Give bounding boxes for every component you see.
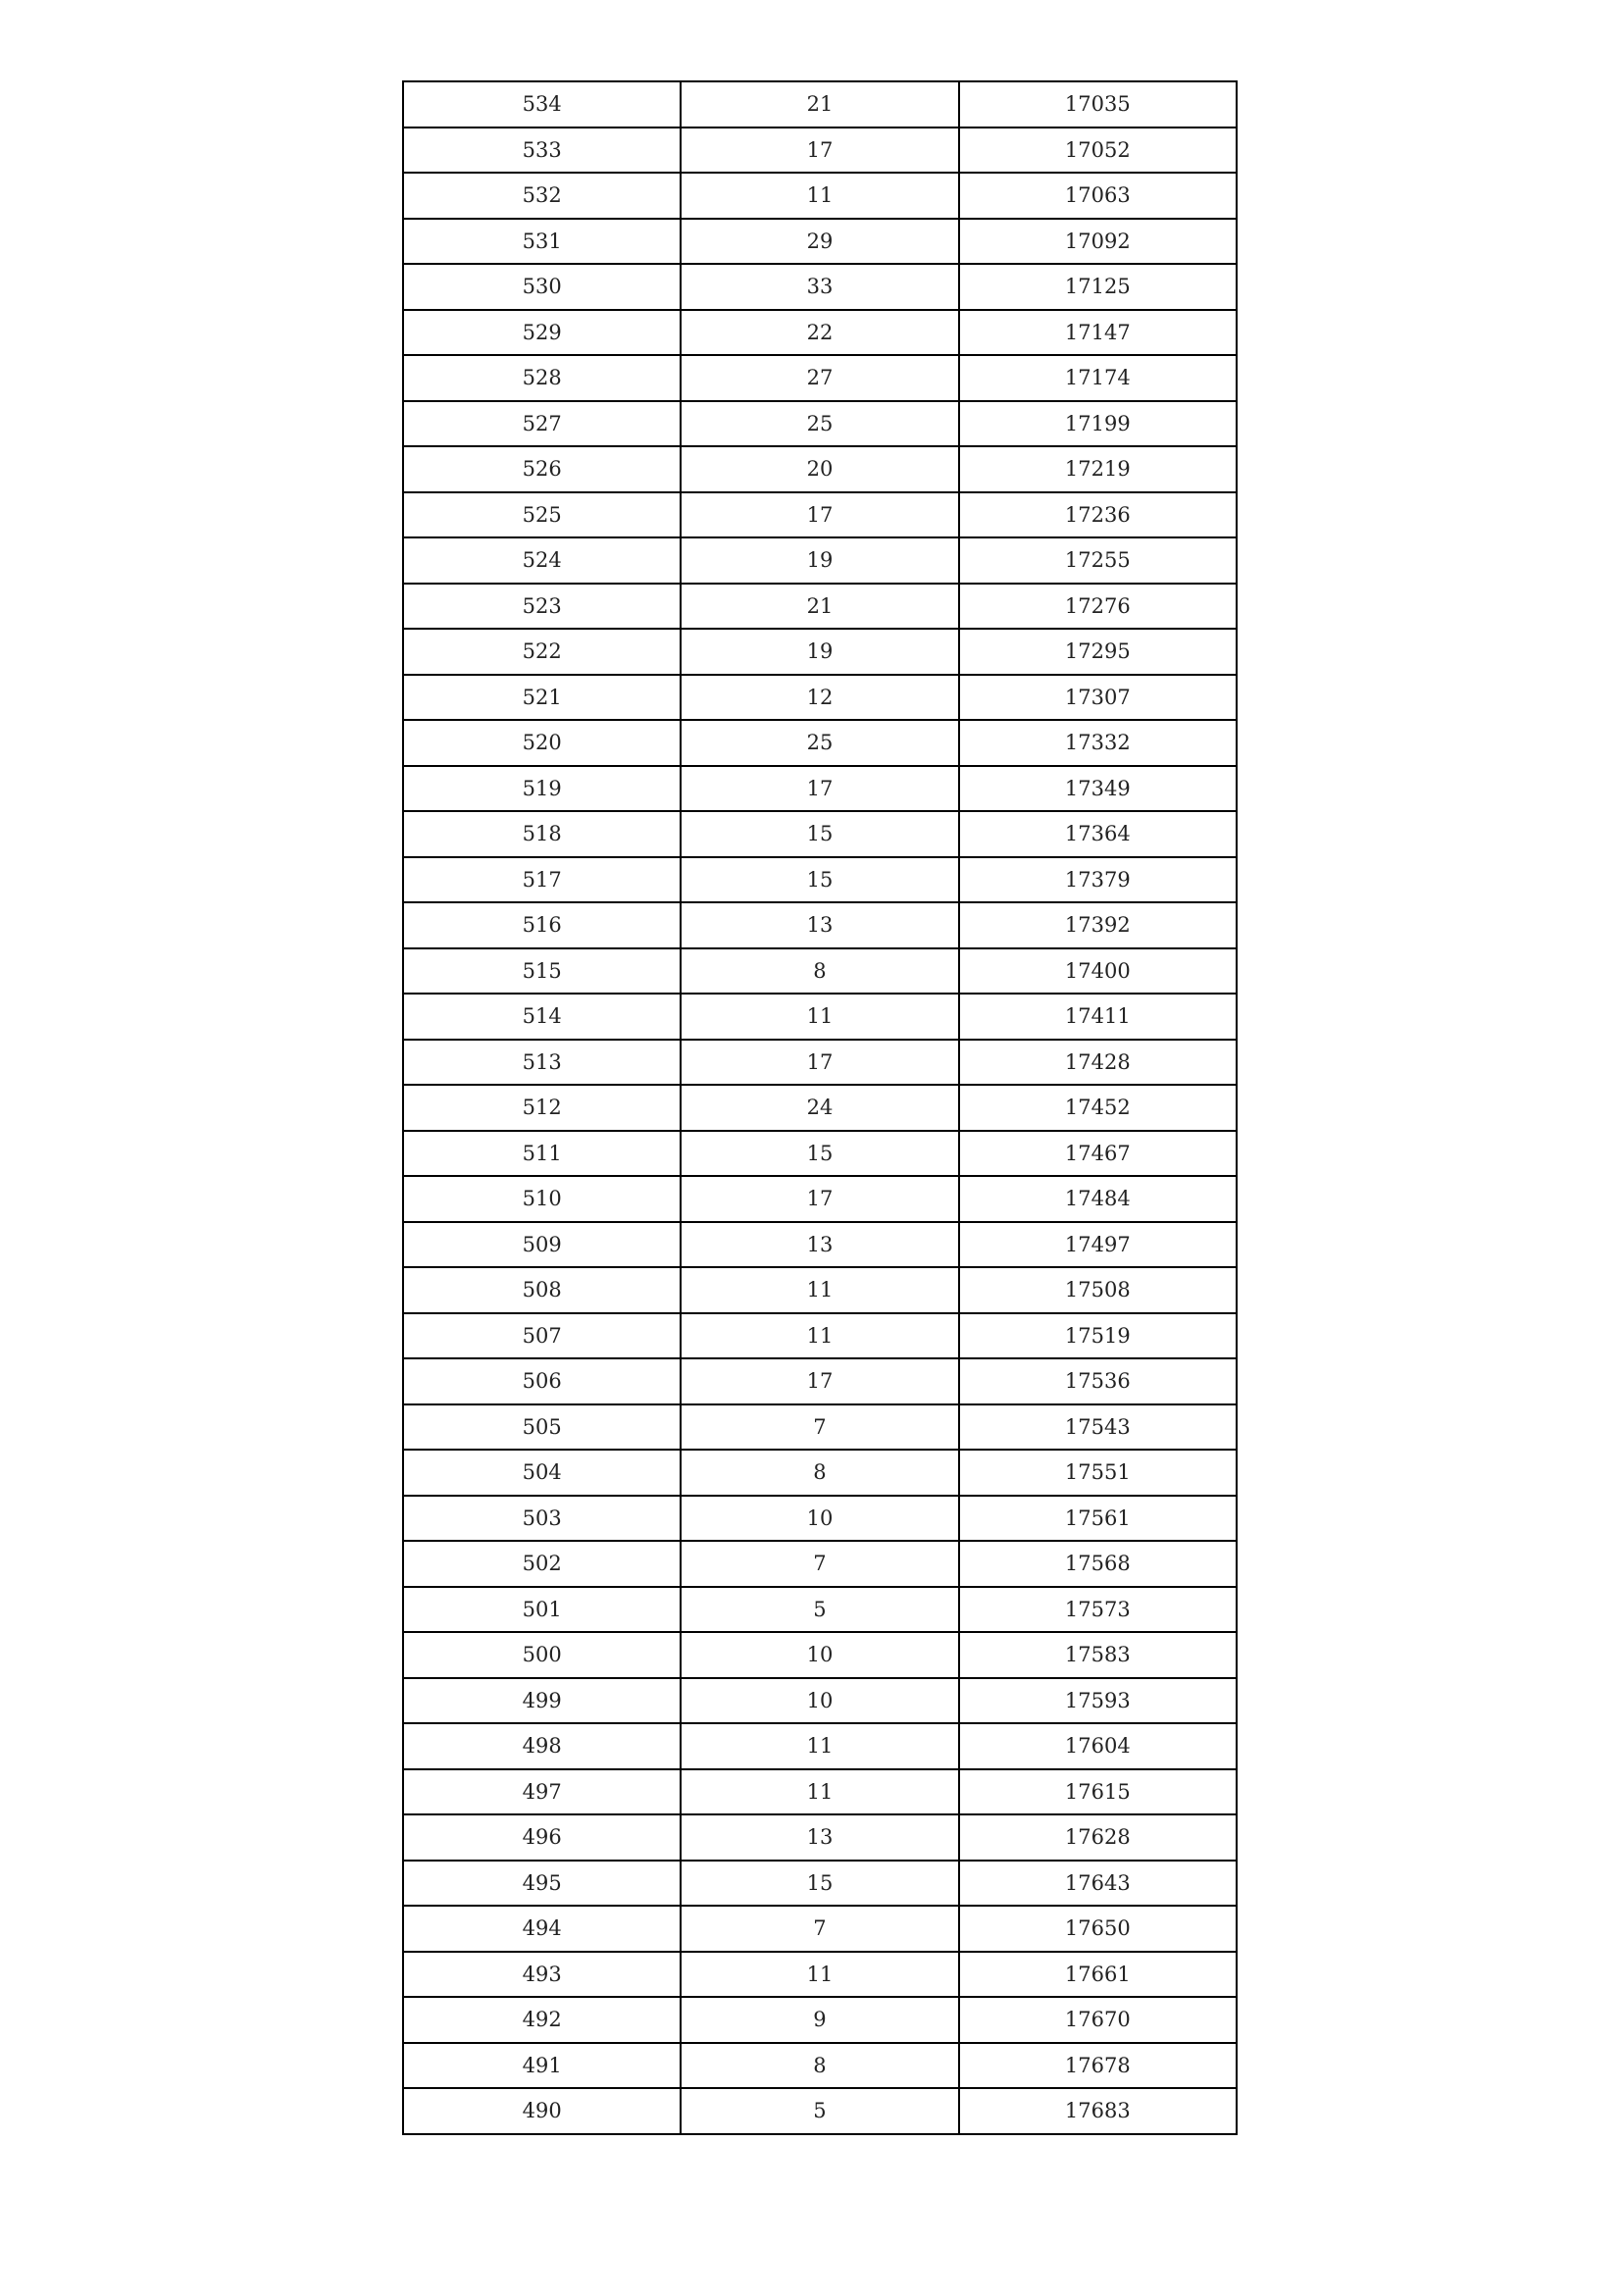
cumulative-cell: 17670 bbox=[959, 1997, 1237, 2043]
score-cell: 498 bbox=[403, 1723, 681, 1769]
count-cell: 9 bbox=[681, 1997, 958, 2043]
table-row bbox=[403, 1769, 1237, 1815]
table-row bbox=[403, 811, 1237, 857]
count-cell: 13 bbox=[681, 1222, 958, 1268]
cumulative-cell: 17125 bbox=[959, 264, 1237, 310]
count-cell: 15 bbox=[681, 857, 958, 903]
table-row bbox=[403, 1358, 1237, 1404]
count-cell: 22 bbox=[681, 310, 958, 356]
score-cell: 516 bbox=[403, 902, 681, 948]
table-row bbox=[403, 1131, 1237, 1177]
score-cell: 512 bbox=[403, 1085, 681, 1131]
table-row bbox=[403, 1723, 1237, 1769]
cumulative-cell: 17615 bbox=[959, 1769, 1237, 1815]
cumulative-cell: 17428 bbox=[959, 1040, 1237, 1086]
cumulative-cell: 17573 bbox=[959, 1587, 1237, 1633]
score-table-body bbox=[403, 81, 1237, 2134]
count-cell: 7 bbox=[681, 1404, 958, 1451]
score-cell: 496 bbox=[403, 1814, 681, 1861]
score-cell: 494 bbox=[403, 1906, 681, 1952]
score-cell: 509 bbox=[403, 1222, 681, 1268]
cumulative-cell: 17174 bbox=[959, 355, 1237, 401]
count-cell: 15 bbox=[681, 811, 958, 857]
score-cell: 519 bbox=[403, 766, 681, 812]
cumulative-cell: 17411 bbox=[959, 994, 1237, 1040]
score-cell: 526 bbox=[403, 446, 681, 492]
table-row bbox=[403, 1313, 1237, 1359]
count-cell: 20 bbox=[681, 446, 958, 492]
cumulative-cell: 17255 bbox=[959, 537, 1237, 584]
table-row bbox=[403, 2043, 1237, 2089]
score-cell: 511 bbox=[403, 1131, 681, 1177]
table-row bbox=[403, 173, 1237, 219]
cumulative-cell: 17276 bbox=[959, 584, 1237, 630]
cumulative-cell: 17604 bbox=[959, 1723, 1237, 1769]
count-cell: 10 bbox=[681, 1678, 958, 1724]
cumulative-cell: 17219 bbox=[959, 446, 1237, 492]
count-cell: 13 bbox=[681, 1814, 958, 1861]
table-row bbox=[403, 1814, 1237, 1861]
score-cell: 501 bbox=[403, 1587, 681, 1633]
score-cell: 517 bbox=[403, 857, 681, 903]
cumulative-cell: 17561 bbox=[959, 1496, 1237, 1542]
cumulative-cell: 17052 bbox=[959, 128, 1237, 174]
cumulative-cell: 17661 bbox=[959, 1952, 1237, 1998]
score-cell: 491 bbox=[403, 2043, 681, 2089]
score-cell: 500 bbox=[403, 1632, 681, 1678]
count-cell: 17 bbox=[681, 492, 958, 538]
table-row bbox=[403, 1450, 1237, 1496]
count-cell: 5 bbox=[681, 1587, 958, 1633]
table-row bbox=[403, 629, 1237, 675]
cumulative-cell: 17683 bbox=[959, 2088, 1237, 2134]
table-row bbox=[403, 720, 1237, 766]
cumulative-cell: 17035 bbox=[959, 81, 1237, 128]
cumulative-cell: 17379 bbox=[959, 857, 1237, 903]
cumulative-cell: 17400 bbox=[959, 948, 1237, 995]
count-cell: 21 bbox=[681, 81, 958, 128]
score-table bbox=[402, 80, 1238, 2135]
table-row bbox=[403, 355, 1237, 401]
cumulative-cell: 17349 bbox=[959, 766, 1237, 812]
score-cell: 503 bbox=[403, 1496, 681, 1542]
score-cell: 492 bbox=[403, 1997, 681, 2043]
count-cell: 25 bbox=[681, 720, 958, 766]
count-cell: 17 bbox=[681, 1358, 958, 1404]
score-cell: 513 bbox=[403, 1040, 681, 1086]
table-row bbox=[403, 1632, 1237, 1678]
cumulative-cell: 17650 bbox=[959, 1906, 1237, 1952]
count-cell: 8 bbox=[681, 948, 958, 995]
count-cell: 17 bbox=[681, 1040, 958, 1086]
score-cell: 505 bbox=[403, 1404, 681, 1451]
cumulative-cell: 17392 bbox=[959, 902, 1237, 948]
table-row bbox=[403, 1085, 1237, 1131]
cumulative-cell: 17678 bbox=[959, 2043, 1237, 2089]
table-row bbox=[403, 128, 1237, 174]
table-row bbox=[403, 1222, 1237, 1268]
table-row bbox=[403, 1952, 1237, 1998]
score-cell: 514 bbox=[403, 994, 681, 1040]
count-cell: 25 bbox=[681, 401, 958, 447]
cumulative-cell: 17484 bbox=[959, 1176, 1237, 1222]
count-cell: 19 bbox=[681, 537, 958, 584]
count-cell: 19 bbox=[681, 629, 958, 675]
score-cell: 508 bbox=[403, 1267, 681, 1313]
count-cell: 15 bbox=[681, 1131, 958, 1177]
score-cell: 515 bbox=[403, 948, 681, 995]
count-cell: 33 bbox=[681, 264, 958, 310]
count-cell: 11 bbox=[681, 1267, 958, 1313]
count-cell: 11 bbox=[681, 1313, 958, 1359]
score-cell: 495 bbox=[403, 1861, 681, 1907]
score-cell: 522 bbox=[403, 629, 681, 675]
table-row bbox=[403, 537, 1237, 584]
cumulative-cell: 17508 bbox=[959, 1267, 1237, 1313]
table-row bbox=[403, 2088, 1237, 2134]
count-cell: 7 bbox=[681, 1906, 958, 1952]
table-row bbox=[403, 1176, 1237, 1222]
score-cell: 527 bbox=[403, 401, 681, 447]
cumulative-cell: 17593 bbox=[959, 1678, 1237, 1724]
count-cell: 8 bbox=[681, 2043, 958, 2089]
score-cell: 520 bbox=[403, 720, 681, 766]
table-row bbox=[403, 1997, 1237, 2043]
count-cell: 17 bbox=[681, 1176, 958, 1222]
score-cell: 533 bbox=[403, 128, 681, 174]
count-cell: 17 bbox=[681, 128, 958, 174]
cumulative-cell: 17628 bbox=[959, 1814, 1237, 1861]
score-cell: 525 bbox=[403, 492, 681, 538]
score-cell: 510 bbox=[403, 1176, 681, 1222]
score-cell: 534 bbox=[403, 81, 681, 128]
count-cell: 10 bbox=[681, 1632, 958, 1678]
count-cell: 24 bbox=[681, 1085, 958, 1131]
cumulative-cell: 17092 bbox=[959, 219, 1237, 265]
count-cell: 12 bbox=[681, 675, 958, 721]
count-cell: 27 bbox=[681, 355, 958, 401]
table-row bbox=[403, 1541, 1237, 1587]
table-row bbox=[403, 1678, 1237, 1724]
table-row bbox=[403, 675, 1237, 721]
cumulative-cell: 17199 bbox=[959, 401, 1237, 447]
table-row bbox=[403, 310, 1237, 356]
count-cell: 15 bbox=[681, 1861, 958, 1907]
score-cell: 497 bbox=[403, 1769, 681, 1815]
cumulative-cell: 17452 bbox=[959, 1085, 1237, 1131]
score-cell: 504 bbox=[403, 1450, 681, 1496]
count-cell: 11 bbox=[681, 994, 958, 1040]
count-cell: 11 bbox=[681, 1769, 958, 1815]
cumulative-cell: 17332 bbox=[959, 720, 1237, 766]
cumulative-cell: 17543 bbox=[959, 1404, 1237, 1451]
table-row bbox=[403, 1404, 1237, 1451]
table-row bbox=[403, 219, 1237, 265]
table-row bbox=[403, 902, 1237, 948]
table-row bbox=[403, 1496, 1237, 1542]
cumulative-cell: 17583 bbox=[959, 1632, 1237, 1678]
table-row bbox=[403, 1906, 1237, 1952]
score-cell: 506 bbox=[403, 1358, 681, 1404]
cumulative-cell: 17236 bbox=[959, 492, 1237, 538]
score-cell: 521 bbox=[403, 675, 681, 721]
table-row bbox=[403, 446, 1237, 492]
count-cell: 8 bbox=[681, 1450, 958, 1496]
score-cell: 524 bbox=[403, 537, 681, 584]
count-cell: 13 bbox=[681, 902, 958, 948]
score-cell: 523 bbox=[403, 584, 681, 630]
cumulative-cell: 17063 bbox=[959, 173, 1237, 219]
table-row bbox=[403, 994, 1237, 1040]
cumulative-cell: 17295 bbox=[959, 629, 1237, 675]
cumulative-cell: 17364 bbox=[959, 811, 1237, 857]
score-cell: 531 bbox=[403, 219, 681, 265]
score-cell: 529 bbox=[403, 310, 681, 356]
score-cell: 507 bbox=[403, 1313, 681, 1359]
score-cell: 499 bbox=[403, 1678, 681, 1724]
table-row bbox=[403, 1040, 1237, 1086]
cumulative-cell: 17568 bbox=[959, 1541, 1237, 1587]
table-row bbox=[403, 1267, 1237, 1313]
count-cell: 10 bbox=[681, 1496, 958, 1542]
table-row bbox=[403, 492, 1237, 538]
count-cell: 5 bbox=[681, 2088, 958, 2134]
cumulative-cell: 17147 bbox=[959, 310, 1237, 356]
table-row bbox=[403, 584, 1237, 630]
table-row bbox=[403, 264, 1237, 310]
score-cell: 490 bbox=[403, 2088, 681, 2134]
score-cell: 532 bbox=[403, 173, 681, 219]
cumulative-cell: 17519 bbox=[959, 1313, 1237, 1359]
table-row bbox=[403, 948, 1237, 995]
count-cell: 7 bbox=[681, 1541, 958, 1587]
table-row bbox=[403, 81, 1237, 128]
count-cell: 17 bbox=[681, 766, 958, 812]
cumulative-cell: 17497 bbox=[959, 1222, 1237, 1268]
cumulative-cell: 17467 bbox=[959, 1131, 1237, 1177]
count-cell: 11 bbox=[681, 1952, 958, 1998]
score-cell: 528 bbox=[403, 355, 681, 401]
count-cell: 11 bbox=[681, 1723, 958, 1769]
score-cell: 518 bbox=[403, 811, 681, 857]
count-cell: 21 bbox=[681, 584, 958, 630]
cumulative-cell: 17551 bbox=[959, 1450, 1237, 1496]
table-row bbox=[403, 857, 1237, 903]
table-row bbox=[403, 1861, 1237, 1907]
cumulative-cell: 17307 bbox=[959, 675, 1237, 721]
score-cell: 530 bbox=[403, 264, 681, 310]
table-row bbox=[403, 1587, 1237, 1633]
score-cell: 502 bbox=[403, 1541, 681, 1587]
count-cell: 29 bbox=[681, 219, 958, 265]
cumulative-cell: 17643 bbox=[959, 1861, 1237, 1907]
score-cell: 493 bbox=[403, 1952, 681, 1998]
count-cell: 11 bbox=[681, 173, 958, 219]
table-row bbox=[403, 401, 1237, 447]
cumulative-cell: 17536 bbox=[959, 1358, 1237, 1404]
table-row bbox=[403, 766, 1237, 812]
